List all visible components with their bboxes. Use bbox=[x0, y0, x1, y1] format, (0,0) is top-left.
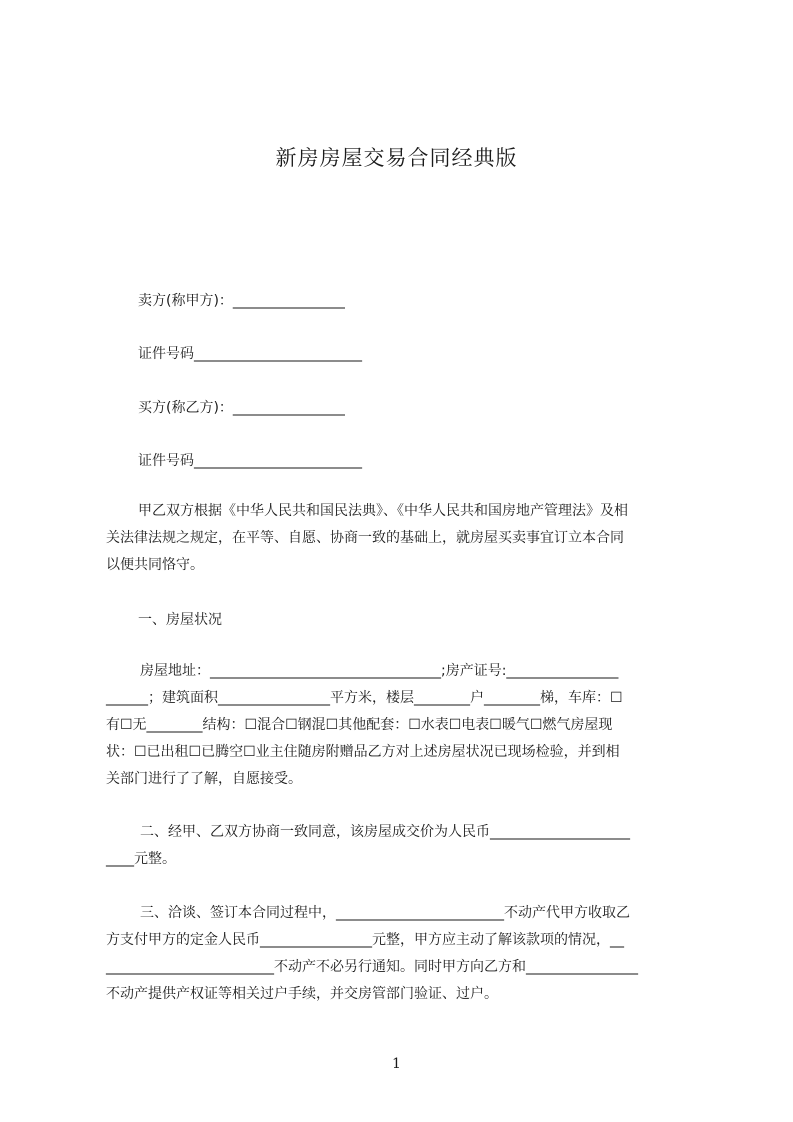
section2-line: ____元整。 bbox=[106, 851, 176, 867]
section1-line: 关部门进行了了解，自愿接受。 bbox=[106, 771, 302, 787]
section2-paragraph bbox=[106, 819, 702, 873]
preamble-line: 甲乙双方根据《中华人民共和国民法典》、《中华人民共和国房地产管理法》及相 bbox=[138, 503, 628, 519]
buyer-line: 买方(称乙方)：________________ bbox=[138, 400, 345, 416]
section3-line: 不动产提供产权证等相关过户手续，并交房管部门验证、过户。 bbox=[106, 986, 498, 1002]
preamble-line: 关法律法规之规定，在平等、自愿、协商一致的基础上，就房屋买卖事宜订立本合同 bbox=[106, 530, 624, 546]
section3-line: ________________________不动产不必另行通知。同时甲方向乙方和________________ bbox=[106, 959, 638, 975]
seller-line: 卖方(称甲方)：________________ bbox=[138, 293, 345, 309]
section1-line: 房屋地址：_________________________________;房产证号:________________ bbox=[140, 663, 619, 679]
preamble-paragraph bbox=[106, 498, 702, 579]
section2-line: 二、经甲、乙双方协商一致同意，该房屋成交价为人民币____________________ bbox=[140, 824, 630, 840]
document-title: 新房房屋交易合同经典版 bbox=[275, 146, 518, 170]
section1-paragraph bbox=[106, 658, 702, 793]
section1-heading: 一、房屋状况 bbox=[138, 612, 222, 628]
preamble-line: 以便共同恪守。 bbox=[106, 557, 204, 573]
section1-line: 有☐无________结构：☐混合☐钢混☐其他配套：☐水表☐电表☐暖气☐燃气房屋现 bbox=[106, 717, 613, 733]
buyer-id-line: 证件号码________________________ bbox=[138, 453, 362, 469]
section3-paragraph bbox=[106, 900, 702, 1008]
section3-line: 方支付甲方的定金人民币________________元整，甲方应主动了解该款项的情况，__ bbox=[106, 932, 624, 948]
seller-id-line: 证件号码________________________ bbox=[138, 346, 362, 362]
section1-line: 状：☐已出租☐已腾空☐业主住随房附赠品乙方对上述房屋状况已现场检验，并到相 bbox=[106, 744, 620, 760]
page-number: 1 bbox=[392, 1056, 401, 1072]
section3-line: 三、洽谈、签订本合同过程中，________________________不动产代甲方收取乙 bbox=[140, 905, 630, 921]
section1-line: ______；建筑面积________________平方米，楼层________户________梯，车库：☐ bbox=[106, 690, 623, 706]
